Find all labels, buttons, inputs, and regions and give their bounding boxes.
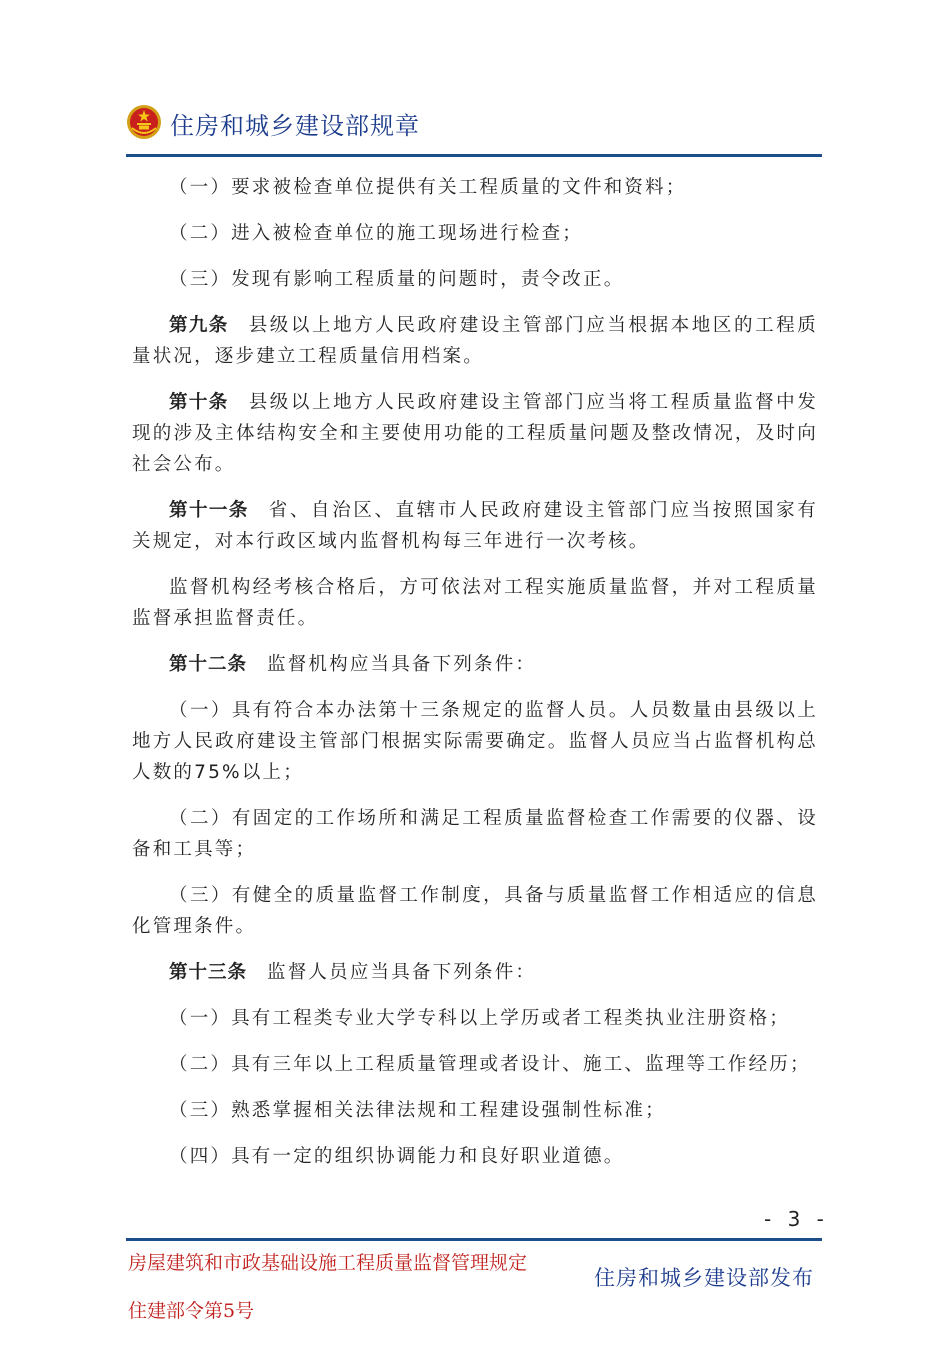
header-divider	[126, 154, 822, 157]
article-9	[132, 310, 818, 372]
article-heading: 第九条	[169, 315, 229, 336]
paragraph	[132, 1141, 818, 1172]
paragraph-text: （二）进入被检查单位的施工现场进行检查；	[169, 223, 584, 244]
paragraph-text: （三）熟悉掌握相关法律法规和工程建设强制性标准；	[169, 1100, 666, 1121]
article-heading: 第十三条	[169, 962, 248, 983]
page-number: - 3 -	[764, 1207, 829, 1231]
national-emblem-icon	[126, 104, 162, 140]
paragraph-text: （四）具有一定的组织协调能力和良好职业道德。	[169, 1146, 625, 1167]
article-heading: 第十条	[169, 392, 229, 413]
paragraph	[132, 1049, 818, 1080]
article-13	[132, 957, 818, 988]
paragraph	[132, 1003, 818, 1034]
paragraph-text: 县级以上地方人民政府建设主管部门应当将工程质量监督中发现的涉及主体结构安全和主要使用功能的工程质量问题及整改情况，及时向社会公布。	[132, 392, 818, 475]
paragraph	[132, 218, 818, 249]
paragraph	[132, 880, 818, 942]
paragraph	[132, 1095, 818, 1126]
paragraph-text: （一）具有工程类专业大学专科以上学历或者工程类执业注册资格；	[169, 1008, 791, 1029]
paragraph	[132, 264, 818, 295]
paragraph-text: 监督人员应当具备下列条件：	[267, 962, 537, 983]
paragraph	[132, 572, 818, 634]
article-11	[132, 495, 818, 557]
paragraph-text: 监督机构经考核合格后，方可依法对工程实施质量监督，并对工程质量监督承担监督责任。	[132, 577, 818, 629]
paragraph-text: （三）发现有影响工程质量的问题时，责令改正。	[169, 269, 625, 290]
paragraph-text: （一）要求被检查单位提供有关工程质量的文件和资料；	[169, 177, 687, 198]
paragraph-text: （一）具有符合本办法第十三条规定的监督人员。人员数量由县级以上地方人民政府建设主管部门根据实际需要确定。监督人员应当占监督机构总人数的75%以上；	[132, 700, 818, 783]
document-body	[132, 172, 818, 1187]
article-heading: 第十二条	[169, 654, 248, 675]
paragraph-text: （二）有固定的工作场所和满足工程质量监督检查工作需要的仪器、设备和工具等；	[132, 808, 818, 860]
footer-order-number: 住建部令第5号	[128, 1300, 255, 1322]
paragraph-text: （三）有健全的质量监督工作制度，具备与质量监督工作相适应的信息化管理条件。	[132, 885, 818, 937]
page-header-title: 住房和城乡建设部规章	[170, 112, 420, 140]
article-heading: 第十一条	[169, 500, 249, 521]
footer-document-title: 房屋建筑和市政基础设施工程质量监督管理规定	[128, 1252, 528, 1274]
footer-divider	[126, 1238, 822, 1241]
article-10	[132, 387, 818, 480]
paragraph-text: 县级以上地方人民政府建设主管部门应当根据本地区的工程质量状况，逐步建立工程质量信用档案。	[132, 315, 818, 367]
paragraph-text: （二）具有三年以上工程质量管理或者设计、施工、监理等工作经历；	[169, 1054, 811, 1075]
paragraph	[132, 172, 818, 203]
paragraph	[132, 803, 818, 865]
paragraph-text: 监督机构应当具备下列条件：	[267, 654, 537, 675]
paragraph	[132, 695, 818, 788]
paragraph-text: 省、自治区、直辖市人民政府建设主管部门应当按照国家有关规定，对本行政区域内监督机构每三年进行一次考核。	[132, 500, 818, 552]
footer-publisher: 住房和城乡建设部发布	[594, 1266, 814, 1290]
article-12	[132, 649, 818, 680]
